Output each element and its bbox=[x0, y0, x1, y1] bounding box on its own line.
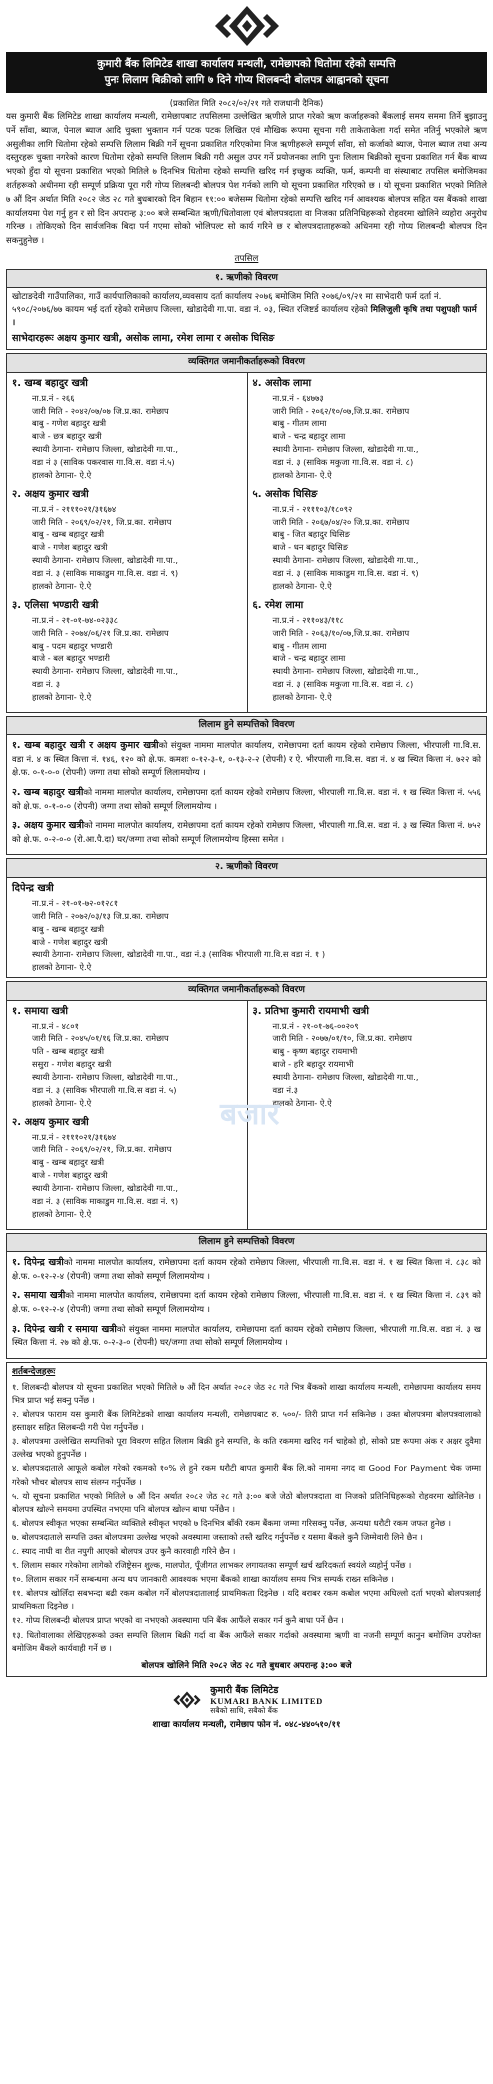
term-item: ९. लिलाम सकार गरेकोमा लागेको रजिष्ट्रेसन शुल्क, मालपोत, पूँजीगत लाभकर लगायतका सम्पूर्ण खर्च खरिदकर्ता स्वयंले व्यहोर्नु पर्नेछ । bbox=[12, 1560, 412, 1571]
borrower-detail: हालको ठेगाना- ऐ.ऐ bbox=[32, 962, 92, 973]
term-item: ३. बोलपत्रमा उल्लेखित सम्पत्तिको पूरा विवरण सहित लिलाम बिक्री हुने सम्पत्ति, के कति रकममा खरिद गर्न चाहेको हो, सोको प्रष्ट रूपमा अंक र अक्षर दुवैमा उल्लेख भएको हुनुपर्नेछ । bbox=[12, 1436, 481, 1460]
borrower-detail: बाजे - गणेश बहादुर खत्री bbox=[32, 936, 108, 947]
guarantor-entry bbox=[12, 487, 242, 593]
guarantor-detail: वडा नं ३ (साविक पकरवास गा.वि.स. वडा नं.५) bbox=[32, 457, 175, 468]
term-item: १२. गोप्य शिलबन्दी बोलपत्र प्राप्त भएको वा नभएको अवस्थामा पनि बैंक आफैंले सकार गर्न कुनै बाधा पर्ने छैन । bbox=[12, 1615, 344, 1626]
kumari-logo-icon bbox=[170, 1685, 204, 1715]
guarantor-detail: बाजे - चन्द्र बहादुर लामा bbox=[272, 653, 346, 664]
loan2-heading: २. ऋणीको विवरण bbox=[6, 858, 487, 878]
tapasil-label: तपसिल bbox=[234, 253, 259, 264]
loan1-guarantors-left bbox=[7, 373, 247, 712]
guarantor-detail: स्थायी ठेगाना- रामेछाप जिल्ला, खोडादेवी गा.पा., bbox=[32, 666, 178, 677]
property-description: को नाममा मालपोत कार्यालय, रामेछापमा दर्ता कायम रहेको रामेछाप जिल्ला, भीरपाली गा.वि.स. वडा नं. १ ख स्थित कित्ता नं. ८३८ को क्षे.फ. ०-१२-२-४ (रोपनी) जग्गा तथा सोको सम्पूर्ण लिलामयोग्य । bbox=[12, 1258, 482, 1282]
guarantor-detail: बाजे - छत्र बहादुर खत्री bbox=[32, 431, 102, 442]
term-item: ४. बोलपत्रदाताले आफूले कबोल गरेको रकमको १०% ले हुने रकम धरौटी बापत कुमारी बैंक लि.को नाममा नगद वा Good For Payment चेक जम्मा गरेको भौचर बोलपत्र साथ संलग्न गर्नुपर्नेछ । bbox=[12, 1463, 481, 1487]
guarantor-detail: वडा नं.३ bbox=[272, 1084, 298, 1095]
guarantor-detail: हालको ठेगाना- ऐ.ऐ bbox=[32, 580, 92, 591]
guarantor-name: १. समाया खत्री bbox=[12, 1005, 68, 1017]
property-description: को नाममा मालपोत कार्यालय, रामेछापमा दर्ता कायम रहेको रामेछाप जिल्ला, भीरपाली गा.वि.स. वडा नं. १ ख स्थित कित्ता नं. ८३९ को क्षे.फ. ०-१२-२-४ (रोपनी) जग्गा तथा सोको सम्पूर्ण लिलामयोग्य । bbox=[12, 1291, 481, 1315]
guarantor-detail: बाजे - बल बहादुर भण्डारी bbox=[32, 653, 110, 664]
guarantor-detail: जारी मिति - २०६२/१०/०७,जि.प्र.का. रामेछाप bbox=[272, 405, 410, 416]
guarantor-detail: जारी मिति - २०७७/०१/१०, जि.प्र.का. रामेछाप bbox=[272, 1033, 412, 1044]
guarantor-detail: जारी मिति - २०४५/०१/१६ जि.प्र.का. रामेछाप bbox=[32, 1033, 169, 1044]
loan2-borrower-details bbox=[12, 897, 481, 974]
guarantor-detail: बाबु - पदम बहादुर भण्डारी bbox=[32, 640, 113, 651]
guarantor-detail: जारी मिति - २०६७/०४/२० जि.प्र.का. रामेछाप bbox=[272, 516, 410, 527]
guarantor-detail: जारी मिति - २०४२/०७/०७ जि.प्र.का. रामेछाप bbox=[32, 405, 169, 416]
property-owner: ३. दिपेन्द्र खत्री र समाया खत्री bbox=[12, 1323, 117, 1335]
guarantor-detail: बाजे - धन बहादुर घिसिङ bbox=[272, 542, 348, 553]
loan2-guarantors bbox=[6, 1001, 487, 1230]
borrower-detail: बाबु - खम्ब बहादुर खत्री bbox=[32, 923, 104, 934]
loan1-properties bbox=[6, 735, 487, 855]
term-item: ७. बोलपत्रदाताले सम्पत्ति उक्त बोलपत्रमा उल्लेख भएको अवस्थामा जस्ताको तस्तै खरिद गर्नुपर्नेछ र यसमा बैंकले कुनै जिम्मेवारी लिने छैन । bbox=[12, 1531, 423, 1542]
guarantor-detail: हालको ठेगाना- ऐ.ऐ bbox=[32, 1208, 92, 1219]
notice-title bbox=[6, 52, 487, 93]
guarantor-detail: ना.प्र.नं - २१-०१-७६-००२०९ bbox=[272, 1020, 359, 1031]
loan2-borrower bbox=[6, 878, 487, 978]
guarantor-entry bbox=[12, 376, 242, 482]
guarantor-detail: बाबु - खम्ब बहादुर खत्री bbox=[32, 1157, 104, 1168]
guarantor-detail: वडा नं. ३ (साविक भीरपाली गा.वि.स वडा नं. ५) bbox=[32, 1084, 177, 1095]
guarantor-detail: पति - खम्ब बहादुर खत्री bbox=[32, 1046, 104, 1057]
guarantor-detail: स्थायी ठेगाना- रामेछाप जिल्ला, खोडादेवी गा.पा., bbox=[272, 555, 419, 566]
guarantor-detail: जारी मिति - २०६३/१०/०७,जि.प्र.का. रामेछाप bbox=[272, 627, 410, 638]
guarantor-detail: बाबु - खम्ब बहादुर खत्री bbox=[32, 529, 104, 540]
guarantor-name: ३. प्रतिभा कुमारी रायमाभी खत्री bbox=[252, 1005, 369, 1017]
property-owner: ३. अक्षय कुमार खत्री bbox=[12, 820, 85, 832]
guarantor-detail: जारी मिति - २०६९/०२/२१, जि.प्र.का. रामेछाप bbox=[32, 516, 172, 527]
guarantor-detail: वडा नं. ३ (साविक मकुजा गा.वि.स. वडा नं. ८) bbox=[272, 457, 414, 468]
term-item: ८. स्याद नाघी वा रीत नपुगी आएको बोलपत्र उपर कुनै कारवाही गरिने छैन । bbox=[12, 1546, 236, 1557]
term-item: १०. लिलाम सकार गर्ने सम्बन्धमा अन्य थप जानकारी आवश्यक भएमा बैंकको शाखा कार्यालय समय भित्र सम्पर्क राख्न सकिनेछ । bbox=[12, 1574, 394, 1585]
loan1-guarantor-heading: व्यक्तिगत जमानीकर्ताहरूको विवरण bbox=[6, 353, 487, 373]
loan2-guarantors-right bbox=[247, 1001, 487, 1229]
branch-address: शाखा कार्यालय मन्थली, रामेछाप फोन नं. ०४८-४४०५१०/११ bbox=[152, 1720, 341, 1731]
guarantor-name: ४. असोक लामा bbox=[252, 377, 312, 389]
guarantor-name: ६. रमेश लामा bbox=[252, 599, 304, 611]
guarantor-detail: हालको ठेगाना- ऐ.ऐ bbox=[272, 469, 332, 480]
guarantor-entry bbox=[12, 1004, 242, 1110]
guarantor-detail: स्थायी ठेगाना- रामेछाप जिल्ला, खोडादेवी गा.पा., bbox=[32, 1072, 178, 1083]
property-item bbox=[12, 818, 481, 847]
guarantor-entry bbox=[12, 1115, 242, 1221]
loan1-property-heading: लिलाम हुने सम्पत्तिको विवरण bbox=[6, 716, 487, 736]
guarantor-name: २. अक्षय कुमार खत्री bbox=[12, 488, 89, 500]
guarantor-detail: हालको ठेगाना- ऐ.ऐ bbox=[272, 580, 332, 591]
footer-bank-logo bbox=[6, 1685, 487, 1716]
guarantor-detail: ना.प्र.नं - २१-०१-७४-०२३३८ bbox=[32, 614, 119, 625]
term-item: १. शिलबन्दी बोलपत्र यो सूचना प्रकाशित भएको मितिले ७ औं दिन अर्थात २०८२ जेठ २८ गते भित्र बैंकको शाखा कार्यालय मन्थली, रामेछापमा कार्यालय समय भित्र प्राप्त भई सक्नु पर्नेछ । bbox=[12, 1381, 481, 1405]
guarantor-detail: बाबु - कृष्ण बहादुर रायमाभी bbox=[272, 1046, 358, 1057]
guarantor-detail: जारी मिति - २०६९/०२/२१, जि.प्र.का. रामेछाप bbox=[32, 1144, 172, 1155]
loan2-property-heading: लिलाम हुने सम्पत्तिको विवरण bbox=[6, 1233, 487, 1253]
terms-section bbox=[6, 1362, 487, 1677]
guarantor-detail: ना.प्र.नं - २१११०३/१८०९२ bbox=[272, 503, 353, 514]
guarantor-detail: वडा नं. ३ (साविक माकाडुम गा.वि.स. वडा नं. ९) bbox=[32, 1195, 179, 1206]
guarantor-detail: बाजे - गणेश बहादुर खत्री bbox=[32, 1170, 108, 1181]
terms-list bbox=[12, 1381, 481, 1655]
property-description: को संयुक्त नाममा मालपोत कार्यालय, रामेछापमा दर्ता कायम रहेको रामेछाप जिल्ला, भीरपाली गा.वि.स. वडा नं. ३ ख स्थित कित्ता नं. २७ को क्षे.फ. ०-२-३-० (रोपनी) घर/जग्गा तथा सोको सम्पूर्ण लिलामयोग्य । bbox=[12, 1324, 481, 1349]
guarantor-detail: बाबु - जित बहादुर घिसिङ bbox=[272, 529, 350, 540]
property-description: को संयुक्त नाममा मालपोत कार्यालय, रामेछापमा दर्ता कायम रहेको रामेछाप जिल्ला, भीरपाली गा.वि.स. वडा नं. ४ क स्थित कित्ता नं. १४६, १२० को क्षे.फ. कमशः ०-१२-३-१, ०-१३-२-२ (रोपनी) र ऐ. भीरपाली गा.वि.स. वडा नं. ४ ख स्थित कित्ता नं. ७२२ को क्षे.फ. ०-१-०-० (रोपनी) जग्गा तथा सोको सम्पूर्ण लिलामयोग्य । bbox=[12, 741, 481, 779]
loan2-borrower-name: दिपेन्द्र खत्री bbox=[12, 882, 54, 894]
guarantor-detail: हालको ठेगाना- ऐ.ऐ bbox=[272, 1097, 332, 1108]
bid-opening-note: बोलपत्र खोलिने मिति २०८२ जेठ २८ गते बुधबार अपरान्ह ३:०० बजे bbox=[141, 1660, 352, 1671]
loan2-guarantor-heading: व्यक्तिगत जमानीकर्ताहरूको विवरण bbox=[6, 981, 487, 1001]
title-line-1: कुमारी बैंक लिमिटेड शाखा कार्यालय मन्थली, रामेछापको धितोमा रहेको सम्पत्ति bbox=[97, 58, 396, 70]
watermark: बजार bbox=[220, 1097, 280, 1132]
terms-title: शर्तबन्देजहरूः bbox=[12, 1366, 56, 1377]
guarantor-name: १. खम्ब बहादुर खत्री bbox=[12, 377, 88, 389]
guarantor-detail: ना.प्र.नं - २१११०२१/३१६७४ bbox=[32, 1131, 117, 1142]
guarantor-detail: ना.प्र.नं - ६४७७३ bbox=[272, 392, 324, 403]
guarantor-detail: ना.प्र.नं - २६६ bbox=[32, 392, 75, 403]
guarantor-detail: वडा नं. ३ bbox=[32, 679, 61, 690]
guarantor-name: २. अक्षय कुमार खत्री bbox=[12, 1116, 89, 1128]
term-item: ५. यो सूचना प्रकाशित भएको मितिले ७ औं दिन अर्थात २०८२ जेठ २८ गते ३:०० बजे जेठो बोलपत्रदाता वा निजको प्रतिनिधिहरूको रोहवरमा खोलिनेछ । बोलपत्र खोल्ने समयमा उपस्थित नभएमा पनि बोलपत्र खोल्न बाधा पर्नेछैन । bbox=[12, 1490, 481, 1514]
guarantor-name: ५. असोक घिसिङ bbox=[252, 488, 318, 500]
guarantor-detail: बाजे - गणेश बहादुर खत्री bbox=[32, 542, 108, 553]
term-item: ११. बोलपत्र खोलिँदा सबभन्दा बढी रकम कबोल गर्ने बोलपत्रदातालाई प्राथमिकता दिइनेछ । यदि बराबर रकम कबोल भएमा अघिल्लो दर्ता भएको बोलपत्रलाई प्राथमिकता दिइनेछ । bbox=[12, 1588, 481, 1612]
kumari-logo-icon bbox=[207, 4, 287, 48]
property-description: को नाममा मालपोत कार्यालय, रामेछापमा दर्ता कायम रहेको रामेछाप जिल्ला, भीरपाली गा.वि.स. वडा नं. १ ख स्थित कित्ता नं. ५५६ को क्षे.फ. ०-१-०-० (रोपनी) जग्गा तथा सोको सम्पूर्ण लिलामयोग्य । bbox=[12, 788, 481, 812]
property-description: को नाममा मालपोत कार्यालय, रामेछापमा दर्ता कायम रहेको रामेछाप जिल्ला, भीरपाली गा.वि.स. वडा नं. ३ ख स्थित कित्ता नं. ७५२ को क्षे.फ. ०-२-०-० (रो.आ.पै.दा) घर/जग्गा तथा सोको सम्पूर्ण लिलामयोग्य हिस्सा समेत । bbox=[12, 821, 481, 845]
guarantor-detail: जारी मिति - २०७४/०६/२१ जि.प्र.का. रामेछाप bbox=[32, 627, 169, 638]
guarantor-detail: ससुरा - गणेश बहादुर खत्री bbox=[32, 1059, 112, 1070]
guarantor-detail: हालको ठेगाना- ऐ.ऐ bbox=[32, 691, 92, 702]
loan1-borrower-name: मिलिजुली कृषि तथा पशुपक्षी फार्म । bbox=[12, 305, 477, 328]
guarantor-detail: बाबु - गीतम लामा bbox=[272, 418, 327, 429]
property-item bbox=[12, 785, 481, 814]
guarantor-detail: ना.प्र.नं - २१११०२१/३१६७४ bbox=[32, 503, 117, 514]
guarantor-detail: बाबु - गणेश बहादुर खत्री bbox=[32, 418, 107, 429]
term-item: २. बोलपत्र फाराम यस कुमारी बैंक लिमिटेडको शाखा कार्यालय मन्थली, रामेछापबाट रु. ५००/- तिरी प्राप्त गर्न सकिनेछ । उक्त बोलपत्रमा बोलपत्रवालाको हस्ताक्षर सहित सिलबन्दी गरी पेश गर्नुपर्नेछ । bbox=[12, 1409, 481, 1433]
guarantor-detail: ना.प्र.नं - ४८०१ bbox=[32, 1020, 79, 1031]
guarantor-name: ३. एलिसा भण्डारी खत्री bbox=[12, 599, 99, 611]
loan1-heading: १. ऋणीको विवरण bbox=[6, 269, 487, 289]
guarantor-detail: स्थायी ठेगाना- रामेछाप जिल्ला, खोडादेवी गा.पा., bbox=[272, 1072, 419, 1083]
title-line-2: पुनः लिलाम बिक्रीको लागि ७ दिने गोप्य शिलबन्दी बोलपत्र आह्वानको सूचना bbox=[104, 74, 389, 87]
loan2-properties bbox=[6, 1252, 487, 1359]
loan1-borrower bbox=[6, 288, 487, 350]
intro-paragraph: यस कुमारी बैंक लिमिटेड शाखा कार्यालय मन्थली, रामेछापबाट तपसिलमा उल्लेखित ऋणीले प्राप्त गरेको ऋण कर्जाहरूको बैंकलाई समय सममा तिर्ने बुझाउनु पर्ने साँवा, ब्याज, पेनाल ब्याज आदि चुक्ता भुक्तान गर्न पटक पटक लिखित एवं मौखिक रूपमा सूचना गरी ताकेताकेला गर्दा समेत नतिर्नु भएकोले ऋण असुलीका लागि धितोमा रहेको सम्पत्ति लिलाम बिक्री गर्ने सूचना प्रकाशित गरिएकोमा निज ऋणीहरूले सम्पूर्ण साँवा, सो कर्जाको ब्याज, पेनाल ब्याज तथा अन्य दस्तुरहरू चुक्ता नगरेको कारण धितोमा रहेको सम्पत्ति लिलाम बिक्री गरी असुल उपर गर्ने प्रयोजनका लागि पुनः लिलाम बिक्रीको सूचना प्रकाशित गर्न बैंक बाध्य भएको हुँदा यो सूचना प्रकाशित भएको मितिले ७ दिनभित्र धितोमा रहेको सम्पत्ति खरिद गर्न इच्छुक व्यक्ति, फर्म, कम्पनी वा संस्थाबाट तपसिल बमोजिमका शर्तहरूको अधीनमा रही सम्पूर्ण प्रक्रिया पूरा गरी गोप्य शिलबन्दी बोलपत्र पेश गर्नको लागि यो सूचना प्रकाशित गरिएको छ । यो सूचना प्रकाशित भएको मितिले ७ औं दिन अर्थात मिति २०८२ जेठ २८ गते बुधबारको दिन बिहान ११:०० बजेसम्म धितोमा रहेको सम्पत्ति खरिद गर्न आवश्यक बोलपत्र सहित यस बैंकको शाखा कार्यालयमा पेश गर्नु हुन र सो दिन अपरान्ह ३:०० बजे सम्बन्धित ऋणी/धितोवाला एवं बोलपत्रदाता वा निजका प्रतिनिधिहरूको रोहवरमा खोलिने व्यहोरा अनुरोध गरिन्छ । तोकिएको दिन सार्वजनिक बिदा पर्न गएमा सोको भोलिपल्ट सो कार्य गरिने छ र बोलपत्रदाताहरूको अधिनमा रही गोप्य शिलबन्दी बोलपत्र दिन सकनुहुनेछ । bbox=[6, 112, 487, 247]
guarantor-detail: वडा नं. ३ (साविक माकाडुम गा.वि.स. वडा नं. ९) bbox=[32, 568, 179, 579]
bank-name-nepali: कुमारी बैंक लिमिटेड bbox=[210, 1684, 279, 1696]
loan1-borrower-desc: खोटाङदेवी गाउँपालिका, गाउँ कार्यपालिकाको कार्यालय,व्यवसाय दर्ता कार्यालय २०७६ बमोजिम मिति २०७६/०९/२१ मा साभेदारी फर्म दर्ता नं. ५९०८/२०७६/७७ कायम भई दर्ता रहेको रामेछाप जिल्ला, खोडादेवी गा.पा. वडा नं. ०३, स्थित रजिष्टर्ड कार्यालय रहेको bbox=[12, 292, 442, 316]
guarantor-entry bbox=[253, 598, 482, 704]
borrower-detail: स्थायी ठेगाना- रामेछाप जिल्ला, खोडादेवी गा.पा., वडा नं.३ (साविक भीरपाली गा.वि.स वडा नं. १ ) bbox=[32, 949, 326, 960]
property-item bbox=[12, 1255, 481, 1284]
property-owner: २. समाया खत्री bbox=[12, 1290, 66, 1302]
guarantor-entry bbox=[12, 598, 242, 704]
guarantor-detail: स्थायी ठेगाना- रामेछाप जिल्ला, खोडादेवी गा.पा., bbox=[272, 444, 419, 455]
loan1-guarantors-right bbox=[247, 373, 487, 712]
borrower-detail: ना.प्र.नं - २१-०१-७२-०१२८१ bbox=[32, 897, 119, 908]
guarantor-entry bbox=[253, 487, 482, 593]
loan2-guarantors-left bbox=[7, 1001, 247, 1229]
guarantor-detail: बाबु - गीतम लामा bbox=[272, 640, 327, 651]
guarantor-entry bbox=[253, 1004, 482, 1110]
property-owner: १. दिपेन्द्र खत्री bbox=[12, 1257, 64, 1269]
loan1-guarantors bbox=[6, 373, 487, 713]
borrower-detail: जारी मिति - २०७२/०३/१३ जि.प्र.का. रामेछाप bbox=[32, 910, 169, 921]
guarantor-detail: स्थायी ठेगाना- रामेछाप जिल्ला, खोडादेवी गा.पा., bbox=[32, 555, 178, 566]
property-owner: २. खम्ब बहादुर खत्री bbox=[12, 787, 84, 799]
guarantor-detail: स्थायी ठेगाना- रामेछाप जिल्ला, खोडादेवी गा.पा., bbox=[32, 444, 178, 455]
guarantor-detail: वडा नं. ३ (साविक मकुजा गा.वि.स. वडा नं. ८) bbox=[272, 679, 414, 690]
guarantor-detail: हालको ठेगाना- ऐ.ऐ bbox=[32, 469, 92, 480]
guarantor-detail: स्थायी ठेगाना- रामेछाप जिल्ला, खोडादेवी गा.पा., bbox=[272, 666, 419, 677]
term-item: ६. बोलपत्र स्वीकृत भएका सम्बन्धित व्यक्तिले स्वीकृत भएको ७ दिनभित्र बाँकी रकम बैंकमा जम्मा गरिसक्नु पर्नेछ, अन्यथा धरौटी रकम जफत हुनेछ । bbox=[12, 1517, 452, 1528]
guarantor-detail: हालको ठेगाना- ऐ.ऐ bbox=[272, 691, 332, 702]
bank-tagline: सबैको साथि, सबैको बैंक bbox=[210, 1706, 278, 1716]
guarantor-detail: स्थायी ठेगाना- रामेछाप जिल्ला, खोडादेवी गा.पा., bbox=[32, 1183, 178, 1194]
property-owner: १. खम्ब बहादुर खत्री र अक्षय कुमार खत्री bbox=[12, 740, 159, 752]
guarantor-detail: ना.प्र.नं - २११०४३/११८ bbox=[272, 614, 344, 625]
publication-date: (प्रकाशित मिति २०८२/०२/२१ गते राजधानी दैनिक) bbox=[169, 97, 324, 108]
guarantor-detail: बाजे - हरि बहादुर रायमाभी bbox=[272, 1059, 354, 1070]
bank-logo-top bbox=[6, 4, 487, 52]
guarantor-entry bbox=[253, 376, 482, 482]
guarantor-detail: हालको ठेगाना- ऐ.ऐ bbox=[32, 1097, 92, 1108]
bank-name-english: KUMARI BANK LIMITED bbox=[210, 1696, 323, 1707]
guarantor-detail: बाजे - चन्द्र बहादुर लामा bbox=[272, 431, 346, 442]
guarantor-detail: वडा नं. ३ (साविक माकाडुम गा.वि.स. वडा नं. ९) bbox=[272, 568, 419, 579]
property-item bbox=[12, 738, 481, 781]
property-item bbox=[12, 1288, 481, 1317]
property-item bbox=[12, 1322, 481, 1351]
loan1-partners: साभेदारहरूः अक्षय कुमार खत्री, असोक लामा, रमेश लामा र असोक घिसिङ bbox=[12, 332, 275, 344]
term-item: १३. धितोवालाका लेखिएहरूको उक्त सम्पत्ति लिलाम बिक्री गर्दा वा बैंक आफैंले सकार गर्दाको अवस्थामा ऋणी वा नजनी सम्पूर्ण कानुन बमोजिम उपरोक्त बमोजिम बैंकले कार्यवाही गर्ने छ । bbox=[12, 1629, 481, 1653]
